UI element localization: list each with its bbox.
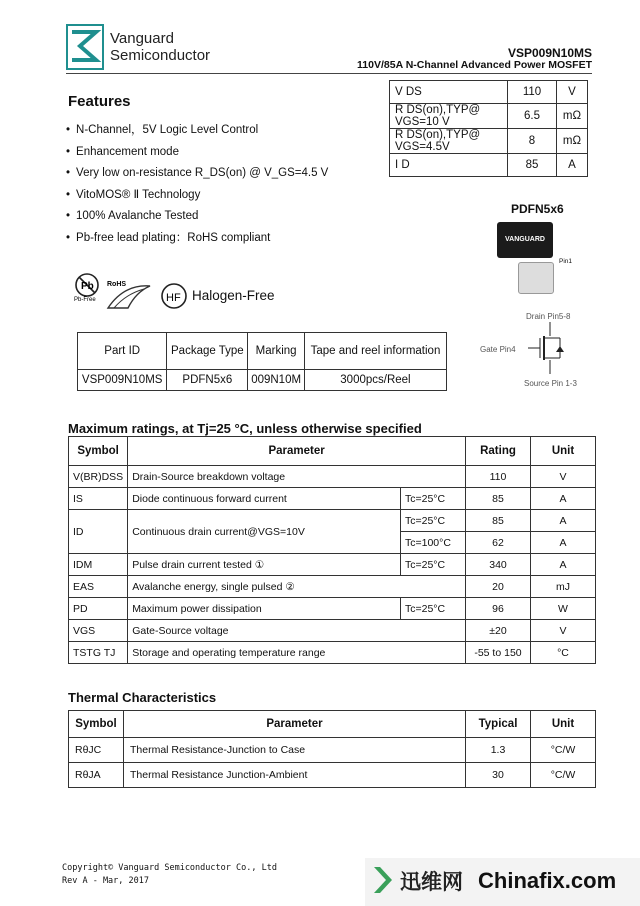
column-header: Marking	[248, 333, 305, 370]
column-header: Parameter	[128, 437, 466, 466]
spec-value: 8	[508, 129, 557, 154]
table-row	[390, 81, 588, 104]
pb-free-label: Pb-Free	[74, 297, 96, 302]
rating-cell: 62	[466, 532, 531, 554]
table-row	[390, 154, 588, 177]
ordering-info-table	[77, 332, 447, 391]
spec-unit: mΩ	[557, 129, 588, 154]
source-label: Source Pin 1-3	[524, 379, 577, 388]
unit-cell: A	[531, 532, 596, 554]
feature-item: • Enhancement mode	[66, 142, 328, 164]
spec-unit: mΩ	[557, 104, 588, 129]
halogen-free-label: Halogen-Free	[192, 288, 275, 303]
pin1-label: Pin1	[559, 258, 573, 265]
parameter-cell: Diode continuous forward current	[128, 488, 401, 510]
spec-param: I D	[390, 154, 508, 177]
table-row	[390, 104, 588, 129]
table-row	[390, 129, 588, 154]
part-number: VSP009N10MS	[507, 46, 592, 60]
symbol-cell: RθJA	[69, 763, 124, 788]
table-cell: PDFN5x6	[167, 370, 248, 391]
column-header: Part ID	[78, 333, 167, 370]
unit-cell: V	[531, 466, 596, 488]
copyright-text: Copyright© Vanguard Semiconductor Co., Ltd	[62, 863, 277, 873]
table-row	[69, 642, 596, 664]
header-rule	[66, 73, 592, 74]
symbol-cell: TSTG TJ	[69, 642, 128, 664]
spec-unit: V	[557, 81, 588, 104]
column-header: Symbol	[69, 437, 128, 466]
thermal-table	[68, 710, 596, 788]
symbol-cell: ID	[69, 510, 128, 554]
table-row	[69, 576, 596, 598]
unit-cell: W	[531, 598, 596, 620]
rating-cell: 110	[466, 466, 531, 488]
parameter-cell: Maximum power dissipation	[128, 598, 401, 620]
unit-cell: A	[531, 488, 596, 510]
unit-cell: mJ	[531, 576, 596, 598]
spec-unit: A	[557, 154, 588, 177]
parameter-cell: Continuous drain current@VGS=10V	[128, 510, 401, 554]
feature-item: • 100% Avalanche Tested	[66, 206, 328, 228]
symbol-cell: IS	[69, 488, 128, 510]
rating-cell: ±20	[466, 620, 531, 642]
condition-cell: Tc=100°C	[401, 532, 466, 554]
spec-param: V DS	[390, 81, 508, 104]
parameter-cell: Drain-Source breakdown voltage	[128, 466, 466, 488]
feature-item: • Very low on-resistance R_DS(on) @ V_GS=4.5 V	[66, 163, 328, 185]
column-header: Symbol	[69, 711, 124, 738]
table-cell: 009N10M	[248, 370, 305, 391]
unit-cell: V	[531, 620, 596, 642]
revision-text: Rev A - Mar, 2017	[62, 876, 149, 886]
watermark-cn-text: 迅维网	[400, 871, 463, 894]
table-row	[69, 466, 596, 488]
chip-top-image: VANGUARD	[497, 222, 553, 258]
condition-cell: Tc=25°C	[401, 554, 466, 576]
spec-param: R DS(on),TYP@ VGS=10 V	[390, 104, 508, 129]
gate-label: Gate Pin4	[480, 345, 516, 354]
condition-cell: Tc=25°C	[401, 598, 466, 620]
table-row	[78, 370, 447, 391]
symbol-cell: PD	[69, 598, 128, 620]
unit-cell: °C/W	[531, 738, 596, 763]
table-row	[69, 554, 596, 576]
rating-cell: 85	[466, 510, 531, 532]
feature-item: • Pb-free lead plating：RoHS compliant	[66, 228, 328, 250]
symbol-cell: V(BR)DSS	[69, 466, 128, 488]
parameter-cell: Thermal Resistance Junction-Ambient	[124, 763, 466, 788]
column-header: Rating	[466, 437, 531, 466]
parameter-cell: Gate-Source voltage	[128, 620, 466, 642]
column-header: Unit	[531, 711, 596, 738]
rohs-label: RoHS	[107, 281, 127, 288]
column-header: Typical	[466, 711, 531, 738]
package-label: PDFN5x6	[511, 202, 564, 216]
condition-cell: Tc=25°C	[401, 488, 466, 510]
mosfet-symbol-icon	[478, 310, 590, 394]
spec-value: 6.5	[508, 104, 557, 129]
table-row	[69, 598, 596, 620]
pb-free-icon	[72, 272, 102, 302]
condition-cell: Tc=25°C	[401, 510, 466, 532]
unit-cell: °C	[531, 642, 596, 664]
pb-text: Pb	[81, 281, 94, 292]
feature-item: • VitoMOS® Ⅱ Technology	[66, 185, 328, 207]
hf-text: HF	[166, 292, 181, 304]
column-header: Parameter	[124, 711, 466, 738]
column-header: Unit	[531, 437, 596, 466]
features-list	[66, 120, 328, 249]
thermal-title: Thermal Characteristics	[68, 690, 217, 705]
rating-cell: 340	[466, 554, 531, 576]
symbol-cell: RθJC	[69, 738, 124, 763]
drain-label: Drain Pin5-8	[526, 312, 571, 321]
table-row	[69, 763, 596, 788]
parameter-cell: Pulse drain current tested ①	[128, 554, 401, 576]
column-header: Package Type	[167, 333, 248, 370]
rohs-leaf-icon	[104, 278, 154, 312]
table-row	[69, 510, 596, 532]
symbol-cell: EAS	[69, 576, 128, 598]
table-row	[69, 488, 596, 510]
parameter-cell: Thermal Resistance-Junction to Case	[124, 738, 466, 763]
typical-cell: 30	[466, 763, 531, 788]
watermark-en-text: Chinafix.com	[478, 868, 617, 893]
rating-cell: 85	[466, 488, 531, 510]
company-line2: Semiconductor	[110, 47, 211, 64]
vanguard-logo-icon	[66, 24, 104, 70]
spec-param: R DS(on),TYP@ VGS=4.5V	[390, 129, 508, 154]
table-cell: 3000pcs/Reel	[304, 370, 446, 391]
rating-cell: -55 to 150	[466, 642, 531, 664]
rating-cell: 96	[466, 598, 531, 620]
symbol-cell: IDM	[69, 554, 128, 576]
rating-cell: 20	[466, 576, 531, 598]
unit-cell: A	[531, 510, 596, 532]
table-header-row	[69, 711, 596, 738]
feature-item: • N-Channel，5V Logic Level Control	[66, 120, 328, 142]
company-line1: Vanguard	[110, 30, 174, 47]
unit-cell: °C/W	[531, 763, 596, 788]
footer	[62, 862, 277, 888]
company-name	[110, 30, 210, 64]
parameter-cell: Storage and operating temperature range	[128, 642, 466, 664]
features-title: Features	[68, 93, 131, 110]
table-header-row	[78, 333, 447, 370]
max-ratings-table	[68, 436, 596, 664]
table-header-row	[69, 437, 596, 466]
typical-cell: 1.3	[466, 738, 531, 763]
halogen-free-icon	[160, 282, 188, 310]
document-subtitle: 110V/85A N-Channel Advanced Power MOSFET	[357, 59, 592, 71]
table-row	[69, 738, 596, 763]
chip-bottom-image	[518, 262, 554, 294]
parameter-cell: Avalanche energy, single pulsed ②	[128, 576, 466, 598]
spec-value: 110	[508, 81, 557, 104]
key-spec-table	[389, 80, 588, 177]
chinafix-logo-icon	[372, 865, 398, 895]
column-header: Tape and reel information	[304, 333, 446, 370]
spec-value: 85	[508, 154, 557, 177]
symbol-cell: VGS	[69, 620, 128, 642]
table-row	[69, 620, 596, 642]
unit-cell: A	[531, 554, 596, 576]
table-cell: VSP009N10MS	[78, 370, 167, 391]
max-ratings-title: Maximum ratings, at Tj=25 °C, unless otherwise specified	[68, 421, 422, 436]
